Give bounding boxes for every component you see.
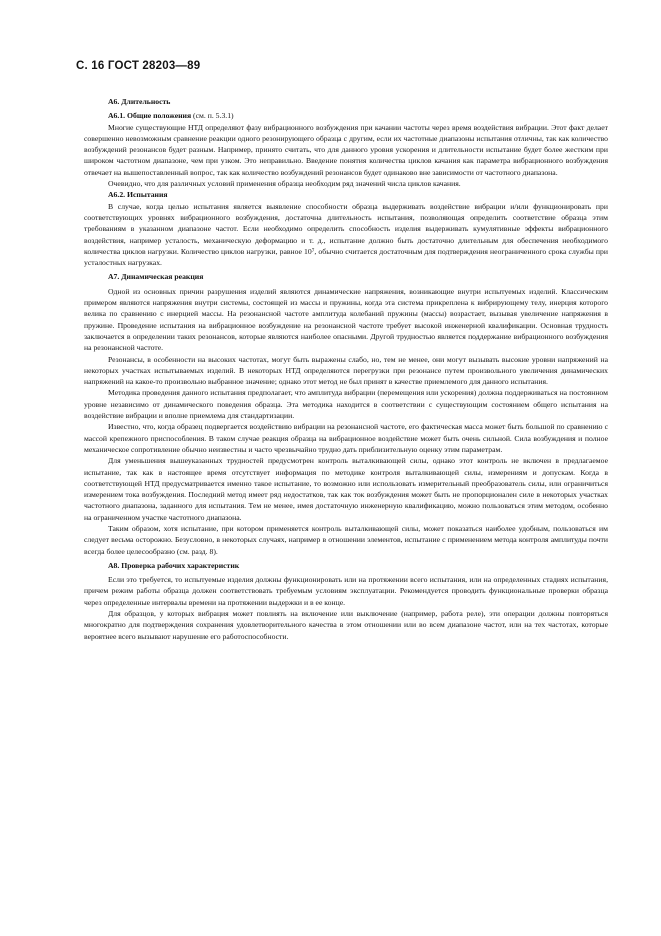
- subsection-a6-1-title: А6.1. Общие положения: [108, 111, 192, 121]
- paragraph-a7-1: Одной из основных причин разрушения изделий являются динамические напряжения, возникающие внутри испытуемых изделий. Классическим примером являются напряжения внутри системы, состоящей из массы и пружины, когда эта система прикреплена к вибрирующему телу, инерция которого велика по сравнению с инерцией массы. На резонансной частоте амплитуда колебаний пружины (массы) возрастает, вызывая увеличение напряжения в пружине. Проведение испытания на вибрационное возбуждение на резонансной частоте требует высокой инженерной квалификации. Основная трудность заключается в определении таких резонансов, которые являются наиболее опасными. Другой трудностью является поддержание вибрационного возбуждения на резонансной частоте.: [84, 286, 608, 353]
- section-a6-heading: А6. Длительность: [108, 97, 171, 106]
- paragraph-a7-5: Для уменьшения вышеуказанных трудностей предусмотрен контроль выталкивающей силы, однако этот контроль не включен в предлагаемое испытание, так как в настоящее время отсутствует информация по методике контроля выталкивающей силы, измерениям и допускам. Когда в соответствующей НТД предусматривается именно такое испытание, то возможно или использовать измерительный преобразователь силы, или ограничиться измерением тока возбуждения. Последний метод имеет ряд недостатков, так как ток возбуждения может быть не пропорционален силе в некоторых участках частотного диапазона, заданного для испытания. Тем не менее, имея достаточную инженерную квалификацию, можно пользоваться этим методом, особенно на ограниченном участке частотного диапазона.: [84, 456, 608, 522]
- paragraph-a7-2: Резонансы, в особенности на высоких частотах, могут быть выражены слабо, но, тем не менее, они могут вызывать высокие уровни напряжений на некоторых участках испытываемых изделий. В некоторых НТД определяются перегрузки при резонансе путем произвольного увеличения динамических напряжений на какое-то произвольно выбранное значение; однако этот метод не был принят в качестве приемлемого для данного испытания.: [84, 354, 608, 387]
- subsection-a6-2-heading: А6.2. Испытания: [108, 190, 168, 200]
- subsection-a6-1-ref: (см. п. 5.3.1): [193, 111, 234, 121]
- paragraph-a7-3: Методика проведения данного испытания предполагает, что амплитуда вибрации (перемещения или ускорения) должна поддерживаться на постоянном уровне независимо от динамического поведения образца. Эта методика находится в соответствии с существующим состоянием общего испытания на воздействие вибрации и вполне приемлема для стандартизации.: [84, 388, 608, 421]
- page-header: С. 16 ГОСТ 28203—89: [76, 60, 201, 72]
- document-body: [84, 96, 608, 642]
- paragraph-a6-1-text: Многие существующие НТД определяют фазу вибрационного возбуждения при качании частоты через время воздействия вибрации. Этот факт делает совершенно невозможным сравнение реакции одного резонирующего образца с другим, если их частотные диапазоны испытания отличны, так как количество возбуждений резонансов будет разным. Например, принято считать, что для данного уровня ускорения и длительности испытание будет более жестким при широком частотном диапазоне, чем при узком. Это неправильно. Введение понятия количества циклов качания как параметра вибрационного возбуждения отвечает на вышепоставленный вопрос, так как количество возбуждений резонансов будет одинаково вне зависимости от частотного диапазона.: [84, 122, 608, 177]
- section-a8-heading: А8. Проверка рабочих характеристик: [108, 560, 240, 570]
- paragraph-a8-1: Если это требуется, то испытуемые изделия должны функционировать или на протяжении всего испытания, или на определенных стадиях испытания, причем режим работы образца должен соответствовать требуемым условиям эксплуатации. Рекомендуется проводить функциональные проверки образца через определенные интервалы времени на протяжении выдержки и в ее конце.: [84, 575, 608, 607]
- paragraph-a6-2-text: В случае, когда целью испытания является выявление способности образца выдерживать воздействие вибрации и/или функционировать при соответствующих уровнях вибрационного возбуждения, достаточна длительность испытания, позволяющая определить соответствие образца этим требованиям в указанном диапазоне частот. Если необходимо определить способность изделия выдерживать кумулятивные эффекты вибрационного воздействия, например усталость, механическую деформацию и т. д., испытание должно быть достаточно длительным для обеспечения необходимого количества циклов нагрузки. Количество циклов нагрузки, равное 10⁷, обычно считается достаточным для подтверждения неограниченного срока службы при усталостных нагрузках.: [84, 201, 608, 268]
- paragraph-a7-4: Известно, что, когда образец подвергается воздействию вибрации на резонансной частоте, его фактическая масса может быть большой по сравнению с массой крепежного приспособления. В таком случае реакция образца на вибрационное воздействие может быть очень сильной. Сила возбуждения и полное механическое сопротивление обычно неизвестны и часто чрезвычайно трудно дать приблизительную оценку этим параметрам.: [84, 422, 608, 454]
- paragraph-a7-6: Таким образом, хотя испытание, при котором применяется контроль выталкивающей силы, может показаться наиболее удобным, пользоваться им следует весьма осторожно. Безусловно, в некоторых случаях, например в отношении элементов, испытание с применением метода контроля амплитуды почти всегда более целесообразно (см. разд. 8).: [84, 523, 608, 556]
- section-a7-heading: А7. Динамическая реакция: [108, 272, 204, 282]
- paragraph-a8-2: Для образцов, у которых вибрация может повлиять на включение или выключение (например, работа реле), эти операции должны повторяться многократно для подтверждения сохранения удовлетворительного качества в этом отношении или во всем диапазоне частот, или на тех частотах, которые вероятнее всего вызывают нарушение его работоспособности.: [84, 609, 608, 641]
- subsection-a6-1-heading: [84, 110, 608, 121]
- paragraph-a6-1-note: Очевидно, что для различных условий применения образца необходим ряд значений числа циклов качания.: [108, 179, 461, 189]
